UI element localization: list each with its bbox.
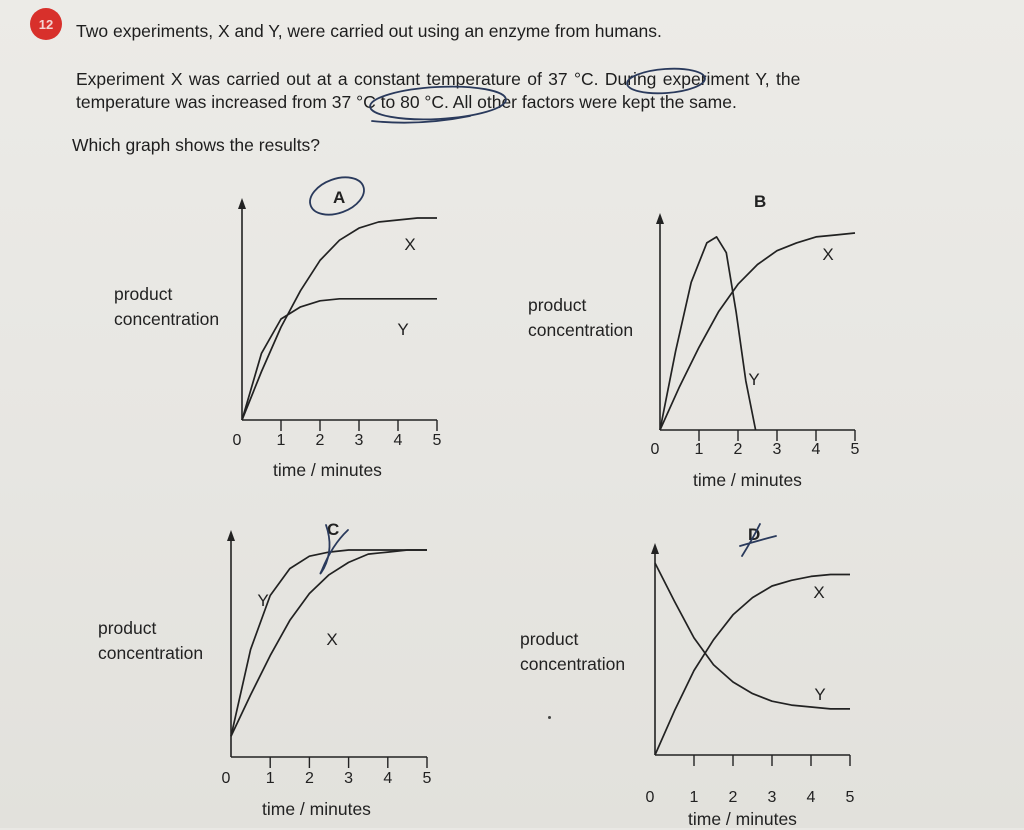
x-tick-label: 4 bbox=[806, 789, 816, 806]
x-tick-label: 1 bbox=[265, 770, 275, 787]
y-axis-label: product concentration bbox=[98, 618, 204, 663]
x-tick-label: 0 bbox=[232, 432, 242, 449]
x-tick-label: 0 bbox=[221, 770, 231, 787]
option-letter-d: D bbox=[748, 525, 761, 544]
pen-circle-37c bbox=[626, 66, 705, 95]
x-tick-label: 1 bbox=[694, 441, 704, 458]
series-label-x: X bbox=[822, 245, 834, 264]
x-tick-label: 5 bbox=[845, 789, 855, 806]
option-letter-b: B bbox=[754, 192, 767, 211]
x-tick-label: 2 bbox=[315, 432, 325, 449]
x-tick-label: 5 bbox=[432, 432, 442, 449]
question-stem: Two experiments, X and Y, were carried out using an enzyme from humans. bbox=[76, 21, 662, 41]
x-tick-label: 2 bbox=[304, 770, 314, 787]
y-axis-label: product concentration bbox=[520, 629, 626, 674]
x-axis-label: time / minutes bbox=[262, 799, 371, 819]
pen-circle-temperature-range bbox=[369, 83, 506, 122]
question-line-2: Experiment X was carried out at a constant temperature of 37 °C. During experiment Y, the bbox=[76, 69, 801, 89]
option-letter-c: C bbox=[327, 520, 340, 539]
y-axis-label: product concentration bbox=[528, 295, 634, 340]
option-letter-a: A bbox=[333, 188, 346, 207]
series-label-y: Y bbox=[748, 370, 760, 389]
series-label-x: X bbox=[404, 235, 416, 254]
x-tick-label: 3 bbox=[772, 441, 782, 458]
x-tick-label: 3 bbox=[767, 789, 777, 806]
x-tick-label: 5 bbox=[850, 441, 860, 458]
x-tick-label: 1 bbox=[689, 789, 699, 806]
pen-cross-option-c bbox=[320, 525, 348, 574]
x-tick-label: 3 bbox=[344, 770, 354, 787]
x-tick-label: 3 bbox=[354, 432, 364, 449]
series-label-x: X bbox=[813, 583, 825, 602]
x-tick-label: 2 bbox=[728, 789, 738, 806]
x-tick-label: 1 bbox=[276, 432, 286, 449]
x-tick-label: 2 bbox=[733, 441, 743, 458]
pen-cross-option-d bbox=[740, 524, 776, 556]
question-number-badge: 12 bbox=[30, 8, 62, 40]
y-axis-label: product concentration bbox=[114, 284, 220, 329]
x-tick-label: 0 bbox=[650, 441, 660, 458]
x-tick-label: 4 bbox=[393, 432, 403, 449]
series-label-y: Y bbox=[397, 320, 409, 339]
pen-circle-option-a bbox=[305, 170, 369, 221]
x-axis-label: time / minutes bbox=[693, 470, 802, 490]
question-line-3: temperature was increased from 37 °C to 80 °C. All other factors were kept the same. bbox=[76, 92, 737, 112]
x-tick-label: 4 bbox=[383, 770, 393, 787]
x-axis-label: time / minutes bbox=[273, 460, 382, 480]
series-label-x: X bbox=[326, 630, 338, 649]
x-tick-label: 0 bbox=[645, 789, 655, 806]
paper-speck bbox=[548, 716, 551, 719]
question-prompt: Which graph shows the results? bbox=[72, 135, 321, 155]
series-label-y: Y bbox=[814, 685, 826, 704]
series-label-y: Y bbox=[257, 591, 269, 610]
x-tick-label: 4 bbox=[811, 441, 821, 458]
x-axis-label: time / minutes bbox=[688, 809, 797, 829]
x-tick-label: 5 bbox=[422, 770, 432, 787]
